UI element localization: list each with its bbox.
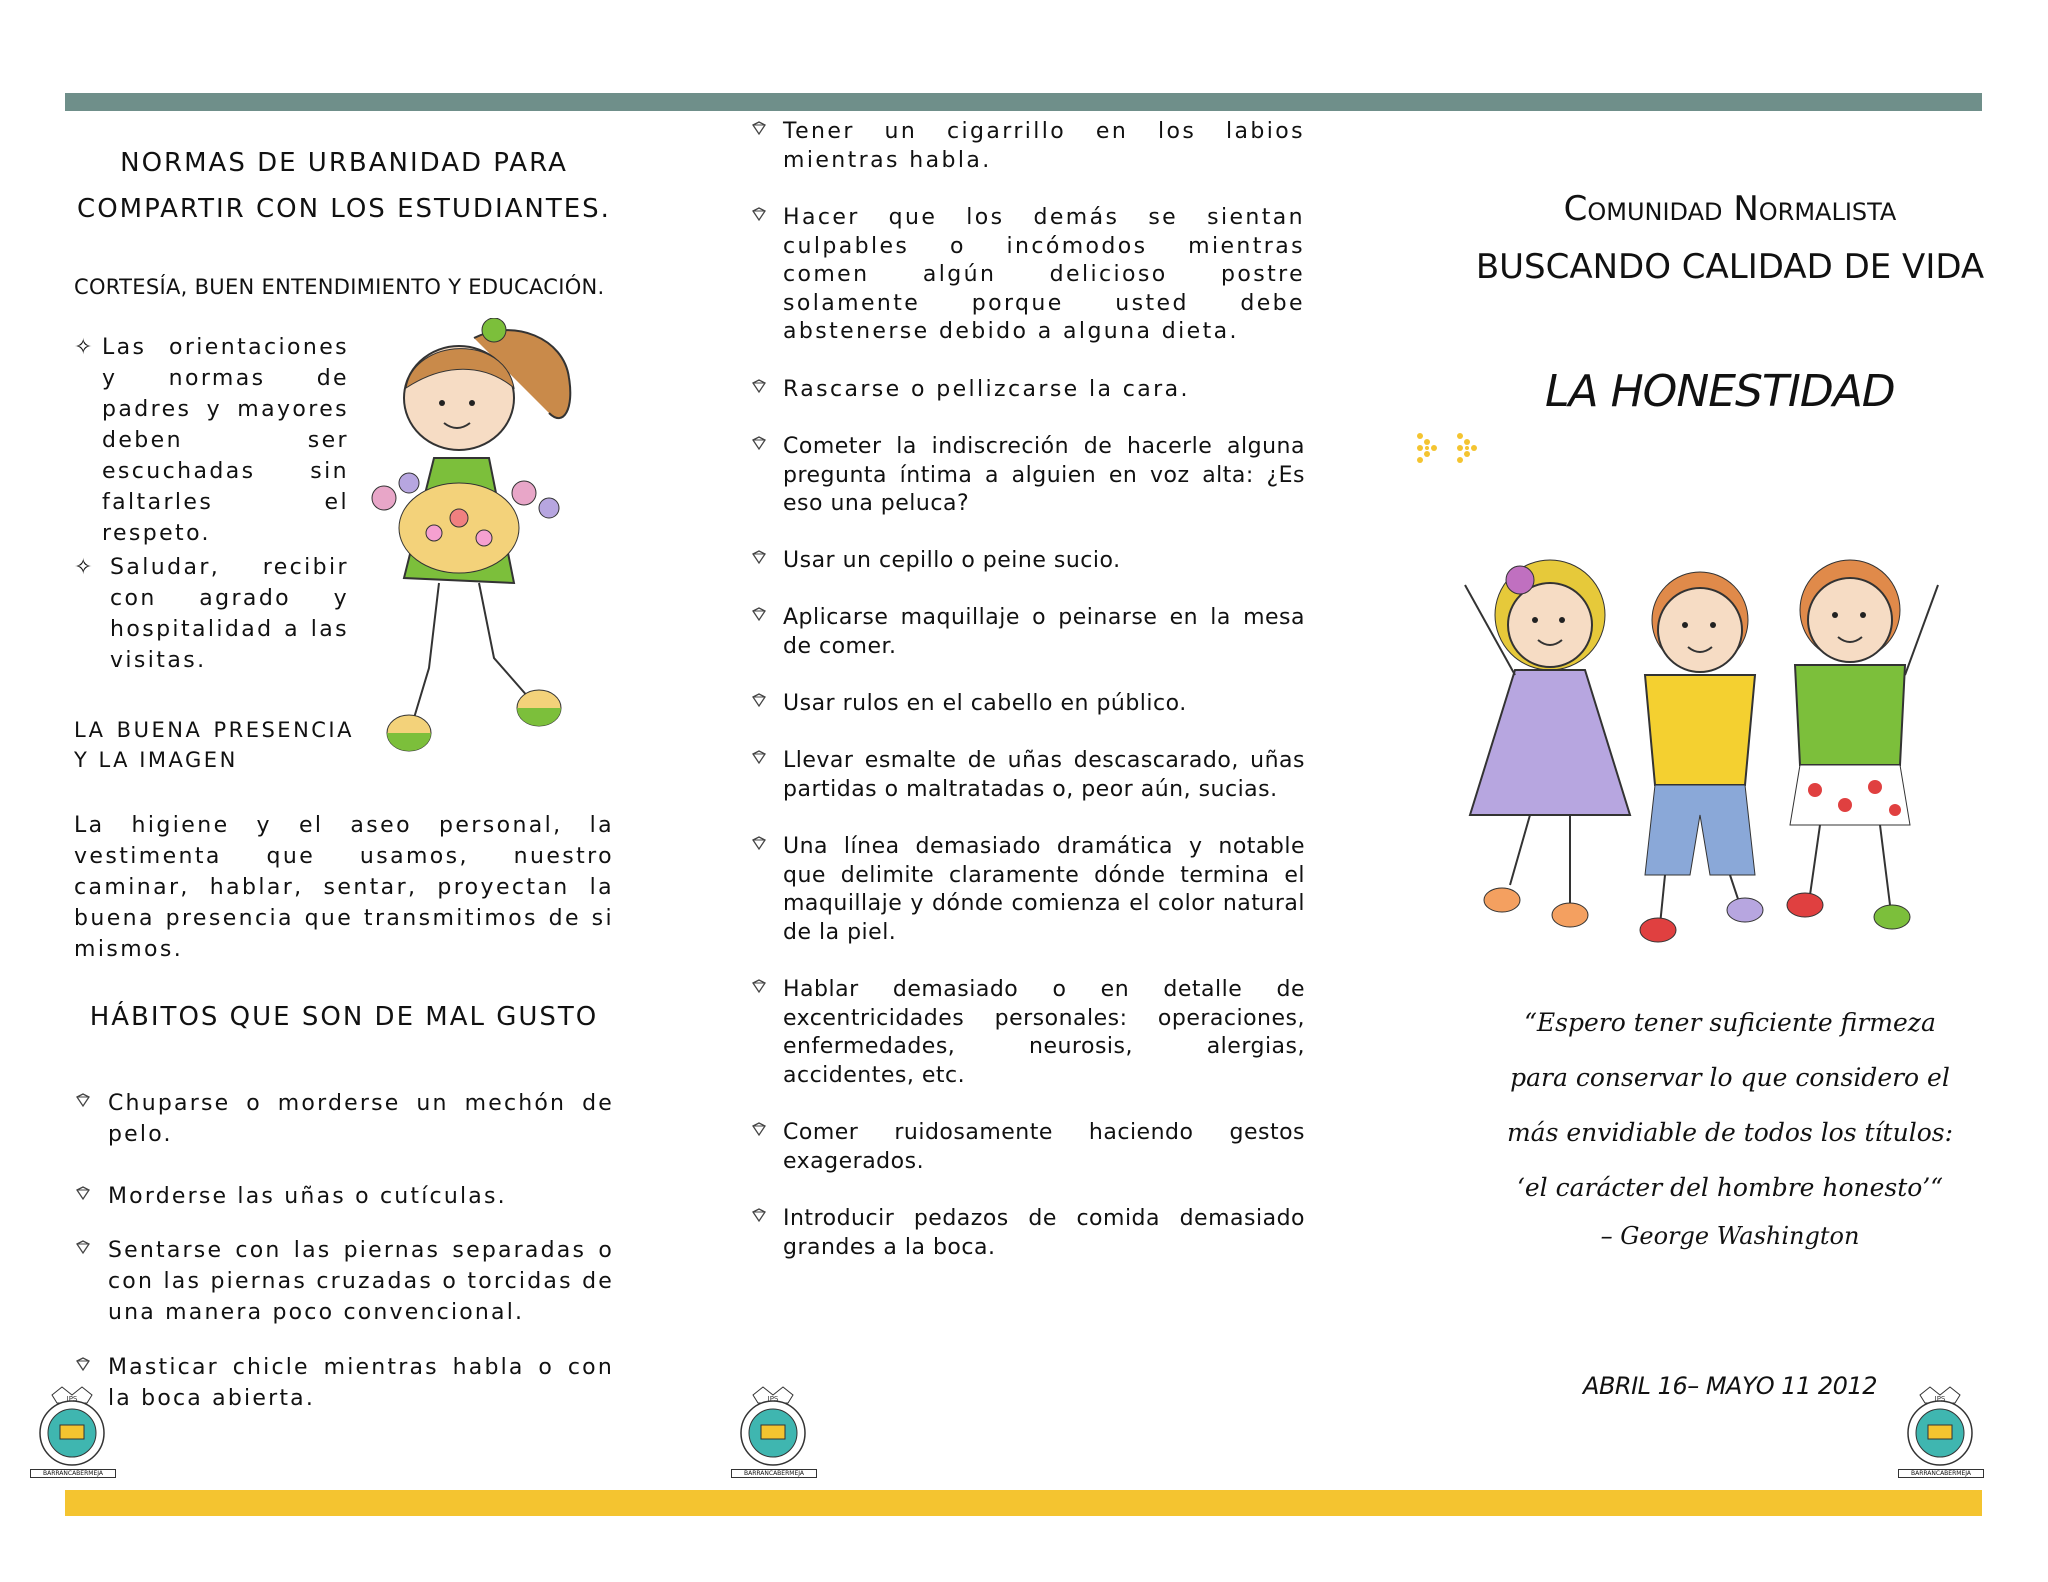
school-seal-logo — [32, 1385, 112, 1485]
section-heading-presence: LA BUENA PRESENCIA Y LA IMAGEN — [74, 718, 354, 772]
community-title-line1: Comunidad Normalista — [1563, 189, 1897, 229]
habit-item — [750, 1205, 1305, 1262]
habit-text: Hacer que los demás se sientan culpables o incómodos mientras comen algún delicioso postre solamente porque usted debe abstenerse debido a alguna dieta. — [783, 205, 1305, 344]
diamond-bullet-icon — [750, 976, 768, 1005]
habit-text: Chuparse o morderse un mechón de pelo. — [108, 1091, 614, 1147]
seal-initials: IPS — [767, 1395, 779, 1403]
habit-item — [750, 976, 1305, 1090]
habit-item — [750, 1119, 1305, 1176]
habit-item — [750, 604, 1305, 661]
list-item — [74, 552, 349, 676]
diamond-bullet-icon — [74, 1181, 92, 1212]
quote-line: para conservar lo que considero el — [1510, 1063, 1950, 1092]
star-bullet-icon: ✧ — [74, 335, 95, 360]
panel1-title-line1: NORMAS DE URBANIDAD PARA — [120, 148, 568, 178]
diamond-bullet-icon — [750, 690, 768, 719]
diamond-bullet-icon — [74, 1088, 92, 1119]
habit-text: Introducir pedazos de comida demasiado grandes a la boca. — [783, 1206, 1305, 1260]
diamond-bullet-icon — [74, 1235, 92, 1266]
habits-heading: HÁBITOS QUE SON DE MAL GUSTO — [89, 1002, 599, 1032]
habit-text: Aplicarse maquillaje o peinarse en la mesa de comer. — [783, 605, 1305, 659]
diamond-bullet-icon — [750, 547, 768, 576]
habit-item — [750, 376, 1305, 405]
habit-text: Hablar demasiado o en detalle de excentricidades personales: operaciones, enfermedades, neurosis, alergias, accidentes, etc. — [783, 977, 1305, 1088]
community-title — [1450, 180, 2010, 296]
habit-item — [750, 547, 1305, 576]
list-item-text: Saludar, recibir con agrado y hospitalidad a las visitas. — [110, 555, 349, 673]
habit-item — [74, 1088, 614, 1150]
girl-with-flowers-illustration — [364, 318, 604, 788]
seal-initials: IPS — [1934, 1395, 1946, 1403]
diamond-bullet-icon — [750, 833, 768, 862]
top-color-bar — [65, 93, 1982, 111]
washington-quote — [1450, 995, 2010, 1215]
habit-item — [750, 833, 1305, 947]
diamond-bullet-icon — [74, 1352, 92, 1383]
diamond-bullet-icon — [750, 204, 768, 233]
habit-text: Comer ruidosamente haciendo gestos exagerados. — [783, 1120, 1305, 1174]
habit-item — [750, 118, 1305, 175]
habit-item — [750, 433, 1305, 519]
habit-item — [74, 1352, 614, 1414]
habit-text: Usar un cepillo o peine sucio. — [783, 548, 1121, 573]
habit-item — [750, 204, 1305, 347]
habit-text: Morderse las uñas o cutículas. — [108, 1184, 507, 1209]
habit-text: Llevar esmalte de uñas descascarado, uñas partidas o maltratadas o, peor aún, sucias. — [783, 748, 1305, 802]
panel1-title — [74, 140, 614, 232]
habit-item — [74, 1235, 614, 1328]
habit-item — [750, 690, 1305, 719]
star-bullet-icon: ✧ — [74, 555, 95, 580]
dotted-arrow-icon — [1415, 430, 1495, 466]
habit-text: Rascarse o pellizcarse la cara. — [783, 377, 1190, 402]
quote-line: “Espero tener suficiente firmeza — [1524, 1008, 1936, 1037]
diamond-bullet-icon — [750, 118, 768, 147]
date-range: ABRIL 16– MAYO 11 2012 — [1583, 1372, 1877, 1400]
community-title-line2: BUSCANDO CALIDAD DE VIDA — [1475, 247, 1985, 287]
habit-text: Usar rulos en el cabello en público. — [783, 691, 1187, 716]
panel1-subtitle: CORTESÍA, BUEN ENTENDIMIENTO Y EDUCACIÓN. — [74, 275, 605, 299]
seal-label: BARRANCABERMEJA — [1898, 1469, 1984, 1478]
habit-text: Sentarse con las piernas separadas o con las piernas cruzadas o torcidas de una manera poco convencional. — [108, 1238, 614, 1325]
habit-item — [750, 747, 1305, 804]
panel1-title-line2: COMPARTIR CON LOS ESTUDIANTES. — [77, 194, 611, 224]
school-seal-logo — [1900, 1385, 1980, 1485]
seal-label: BARRANCABERMEJA — [30, 1469, 116, 1478]
seal-label: BARRANCABERMEJA — [731, 1469, 817, 1478]
quote-line: ‘el carácter del hombre honesto’“ — [1516, 1173, 1944, 1202]
habit-text: Masticar chicle mientras habla o con la boca abierta. — [108, 1355, 614, 1411]
seal-initials: IPS — [66, 1395, 78, 1403]
habit-text: Una línea demasiado dramática y notable que delimite claramente dónde termina el maquillaje y dónde comienza el color natural de la piel. — [783, 834, 1305, 945]
habit-text: Tener un cigarrillo en los labios mientras habla. — [783, 119, 1305, 173]
habit-item — [74, 1181, 614, 1212]
quote-author: – George Washington — [1600, 1222, 1860, 1250]
school-seal-logo — [733, 1385, 813, 1485]
diamond-bullet-icon — [750, 1119, 768, 1148]
habit-text: Cometer la indiscreción de hacerle alguna pregunta íntima a alguien en voz alta: ¿Es eso una peluca? — [783, 434, 1305, 516]
diamond-bullet-icon — [750, 747, 768, 776]
diamond-bullet-icon — [750, 1205, 768, 1234]
list-item-text: Las orientaciones y normas de padres y mayores deben ser escuchadas sin faltarles el respeto. — [102, 335, 349, 546]
list-item — [74, 332, 349, 549]
honesty-heading: LA HONESTIDAD — [1545, 366, 1895, 417]
quote-line: más envidiable de todos los títulos: — [1506, 1118, 1954, 1147]
diamond-bullet-icon — [750, 433, 768, 462]
three-kids-illustration — [1460, 525, 1940, 945]
diamond-bullet-icon — [750, 604, 768, 633]
diamond-bullet-icon — [750, 376, 768, 405]
presence-paragraph: La higiene y el aseo personal, la vestimenta que usamos, nuestro caminar, hablar, sentar, proyectan la buena presencia que transmitimos de si mismos. — [74, 813, 614, 962]
bottom-color-bar — [65, 1490, 1982, 1516]
